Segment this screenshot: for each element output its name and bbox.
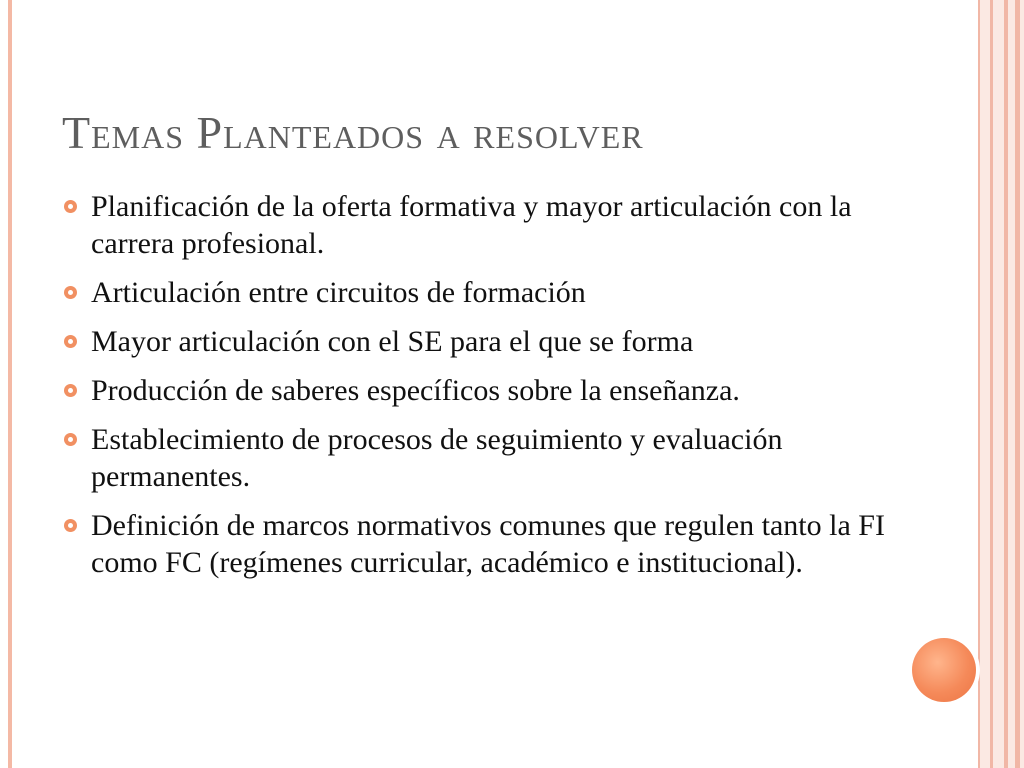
- bullet-item: [62, 323, 902, 360]
- bullet-ring-icon: [64, 433, 77, 446]
- bullet-item: [62, 274, 902, 311]
- bullet-ring-icon: [64, 519, 77, 532]
- bullet-text: Mayor articulación con el SE para el que se forma: [91, 325, 694, 358]
- bullet-text: Establecimiento de procesos de seguimiento y evaluación permanentes.: [91, 423, 783, 493]
- bullet-ring-icon: [64, 384, 77, 397]
- decorative-orange-circle: [912, 638, 976, 702]
- bullet-item: [62, 507, 902, 581]
- left-decorative-stripe: [8, 0, 12, 768]
- bullet-ring-icon: [64, 200, 77, 213]
- bullet-item: [62, 421, 902, 495]
- bullet-ring-icon: [64, 335, 77, 348]
- bullet-text: Planificación de la oferta formativa y mayor articulación con la carrera profesional.: [91, 190, 852, 260]
- right-stripe-1: [978, 0, 980, 768]
- bullet-list: [62, 188, 902, 593]
- bullet-text: Articulación entre circuitos de formación: [91, 276, 586, 309]
- right-stripe-2: [990, 0, 993, 768]
- bullet-item: [62, 372, 902, 409]
- bullet-text: Definición de marcos normativos comunes que regulen tanto la FI como FC (regímenes curricular, académico e institucional).: [91, 509, 885, 579]
- bullet-text: Producción de saberes específicos sobre la enseñanza.: [91, 374, 740, 407]
- bullet-ring-icon: [64, 286, 77, 299]
- slide-title: Temas Planteados a resolver: [62, 107, 644, 158]
- right-stripe-3: [1004, 0, 1008, 768]
- right-stripe-4: [1015, 0, 1020, 768]
- bullet-item: [62, 188, 902, 262]
